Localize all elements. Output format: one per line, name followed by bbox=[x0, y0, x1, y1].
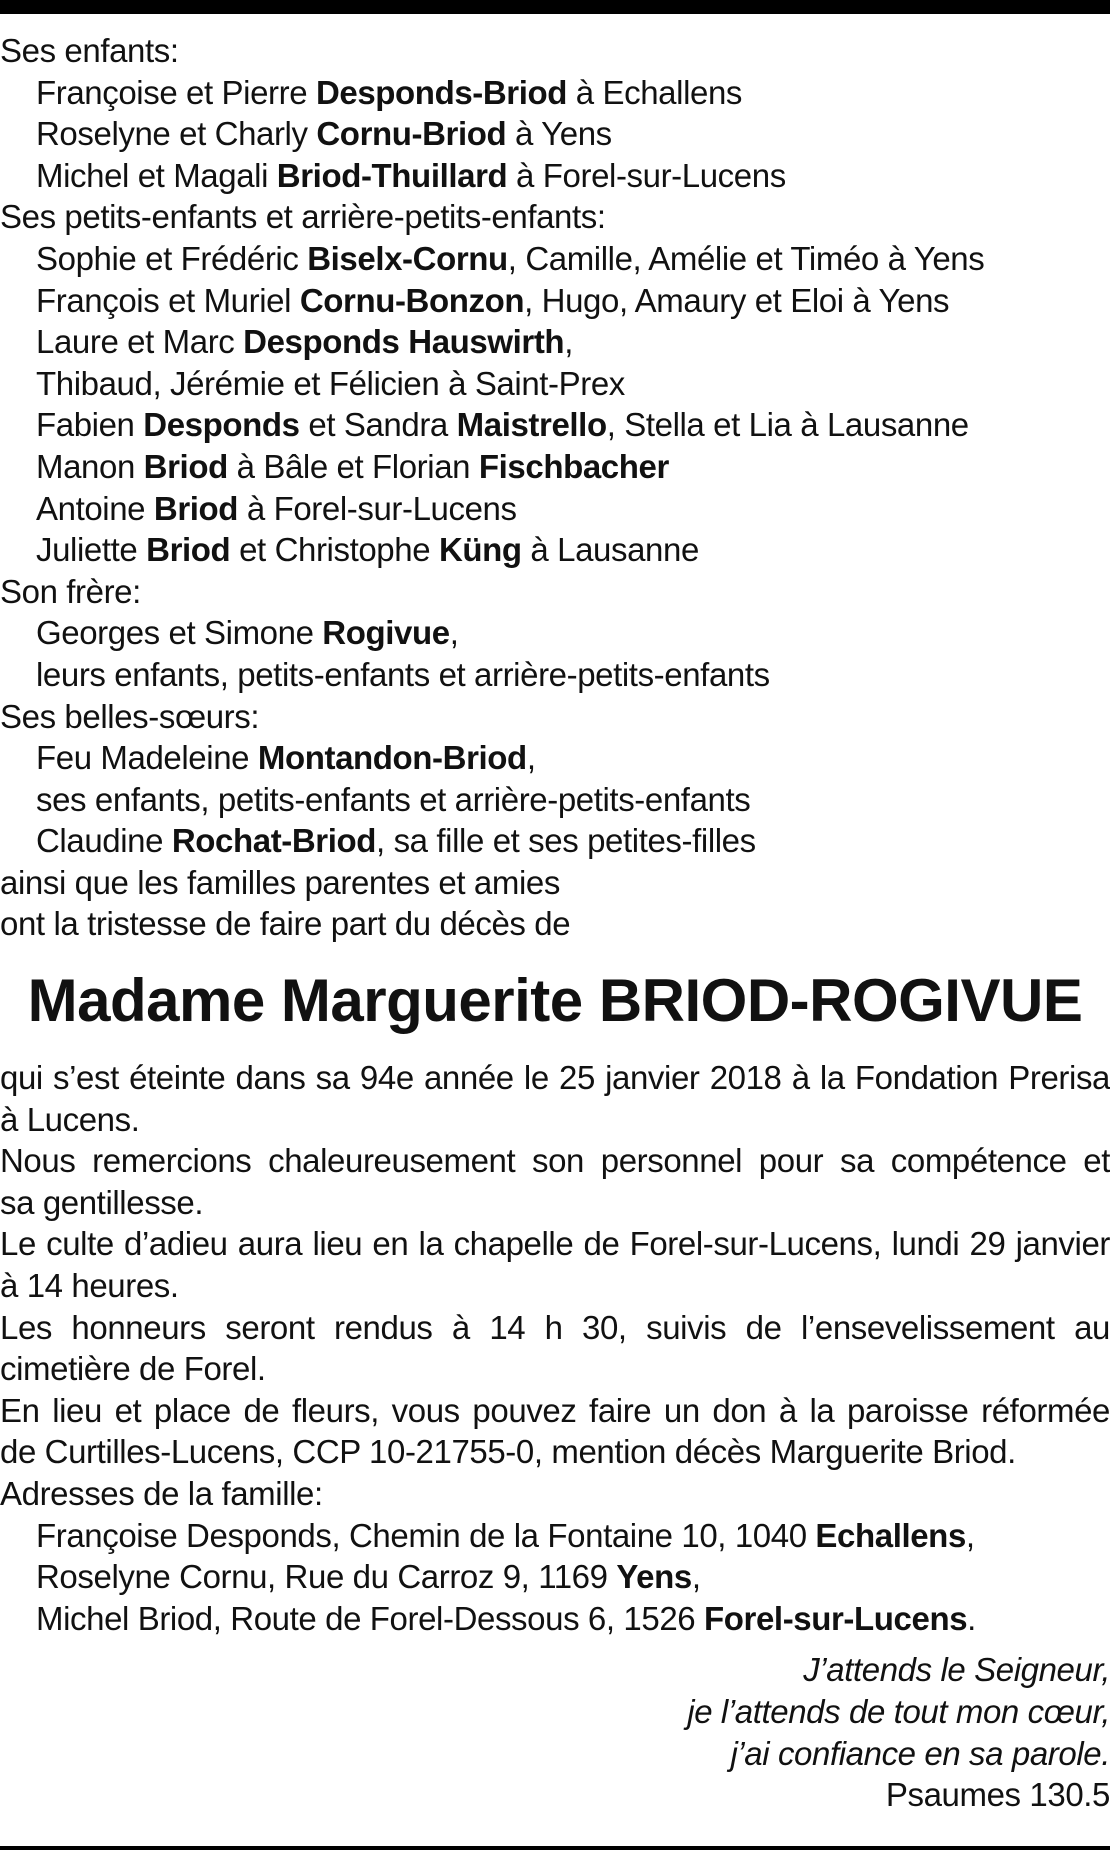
child-entry: Roselyne et Charly Cornu-Briod à Yens bbox=[36, 115, 612, 153]
addresses-heading: Adresses de la famille: bbox=[0, 1475, 323, 1512]
detail-line: sa gentillesse. bbox=[0, 1183, 204, 1221]
grandchild-entry: Fabien Desponds et Sandra Maistrello, Stella et Lia à Lausanne bbox=[36, 406, 969, 444]
bible-quote bbox=[0, 1649, 1110, 1815]
grandchild-entry: Laure et Marc Desponds Hauswirth, bbox=[36, 323, 573, 361]
grandchild-entry: François et Muriel Cornu-Bonzon, Hugo, Amaury et Eloi à Yens bbox=[36, 281, 950, 319]
top-rule bbox=[0, 0, 1110, 14]
closing-line: ainsi que les familles parentes et amies bbox=[0, 863, 560, 901]
child-entry: Françoise et Pierre Desponds-Briod à Echallens bbox=[36, 73, 743, 111]
detail-line: de Curtilles-Lucens, CCP 10-21755-0, mention décès Marguerite Briod. bbox=[0, 1433, 1016, 1471]
grandchildren-heading: Ses petits-enfants et arrière-petits-enfants: bbox=[0, 198, 606, 236]
grandchild-entry: Antoine Briod à Forel-sur-Lucens bbox=[36, 489, 517, 527]
brother-heading: Son frère: bbox=[0, 572, 141, 610]
detail-line: Nous remercions chaleureusement son personnel pour sa compétence et bbox=[0, 1142, 1110, 1180]
children-heading: Ses enfants: bbox=[0, 32, 179, 69]
grandchild-entry: Manon Briod à Bâle et Florian Fischbacher bbox=[36, 447, 669, 485]
closing-line: ont la tristesse de faire part du décès de bbox=[0, 905, 571, 943]
brother-entry: leurs enfants, petits-enfants et arrière-petits-enfants bbox=[36, 655, 770, 693]
grandchild-entry: Sophie et Frédéric Biselx-Cornu, Camille, Amélie et Timéo à Yens bbox=[36, 239, 985, 277]
child-entry: Michel et Magali Briod-Thuillard à Forel-sur-Lucens bbox=[36, 156, 786, 194]
obituary-notice bbox=[0, 30, 1110, 1816]
quote-line: je l’attends de tout mon cœur, bbox=[687, 1692, 1110, 1730]
bottom-rule bbox=[0, 1846, 1110, 1850]
detail-line: qui s’est éteinte dans sa 94e année le 25 janvier 2018 à la Fondation Prerisa bbox=[0, 1059, 1110, 1097]
sister-in-law-entry: Claudine Rochat-Briod, sa fille et ses petites-filles bbox=[36, 822, 756, 860]
address-entry: Françoise Desponds, Chemin de la Fontaine 10, 1040 Echallens, bbox=[36, 1516, 975, 1554]
brother-entry: Georges et Simone Rogivue, bbox=[36, 614, 459, 652]
detail-line: En lieu et place de fleurs, vous pouvez faire un don à la paroisse réformée bbox=[0, 1391, 1110, 1429]
detail-line: Les honneurs seront rendus à 14 h 30, suivis de l’ensevelissement au bbox=[0, 1308, 1110, 1346]
grandchild-entry: Thibaud, Jérémie et Félicien à Saint-Prex bbox=[36, 364, 625, 402]
quote-line: j’ai confiance en sa parole. bbox=[730, 1734, 1110, 1772]
detail-line: à 14 heures. bbox=[0, 1267, 179, 1305]
sister-in-law-entry: Feu Madeleine Montandon-Briod, bbox=[36, 739, 536, 777]
sister-in-law-entry: ses enfants, petits-enfants et arrière-petits-enfants bbox=[36, 780, 751, 818]
detail-line: cimetière de Forel. bbox=[0, 1350, 266, 1388]
quote-line: J’attends le Seigneur, bbox=[803, 1651, 1110, 1689]
address-entry: Roselyne Cornu, Rue du Carroz 9, 1169 Yens, bbox=[36, 1558, 701, 1596]
address-entry: Michel Briod, Route de Forel-Dessous 6, 1526 Forel-sur-Lucens. bbox=[36, 1599, 976, 1637]
detail-line: à Lucens. bbox=[0, 1100, 140, 1138]
sisters-in-law-heading: Ses belles-sœurs: bbox=[0, 697, 260, 735]
detail-line: Le culte d’adieu aura lieu en la chapelle de Forel-sur-Lucens, lundi 29 janvier bbox=[0, 1225, 1110, 1263]
grandchild-entry: Juliette Briod et Christophe Küng à Lausanne bbox=[36, 531, 699, 569]
deceased-name: Madame Marguerite BRIOD-ROGIVUE bbox=[27, 967, 1083, 1035]
quote-reference: Psaumes 130.5 bbox=[885, 1776, 1110, 1814]
